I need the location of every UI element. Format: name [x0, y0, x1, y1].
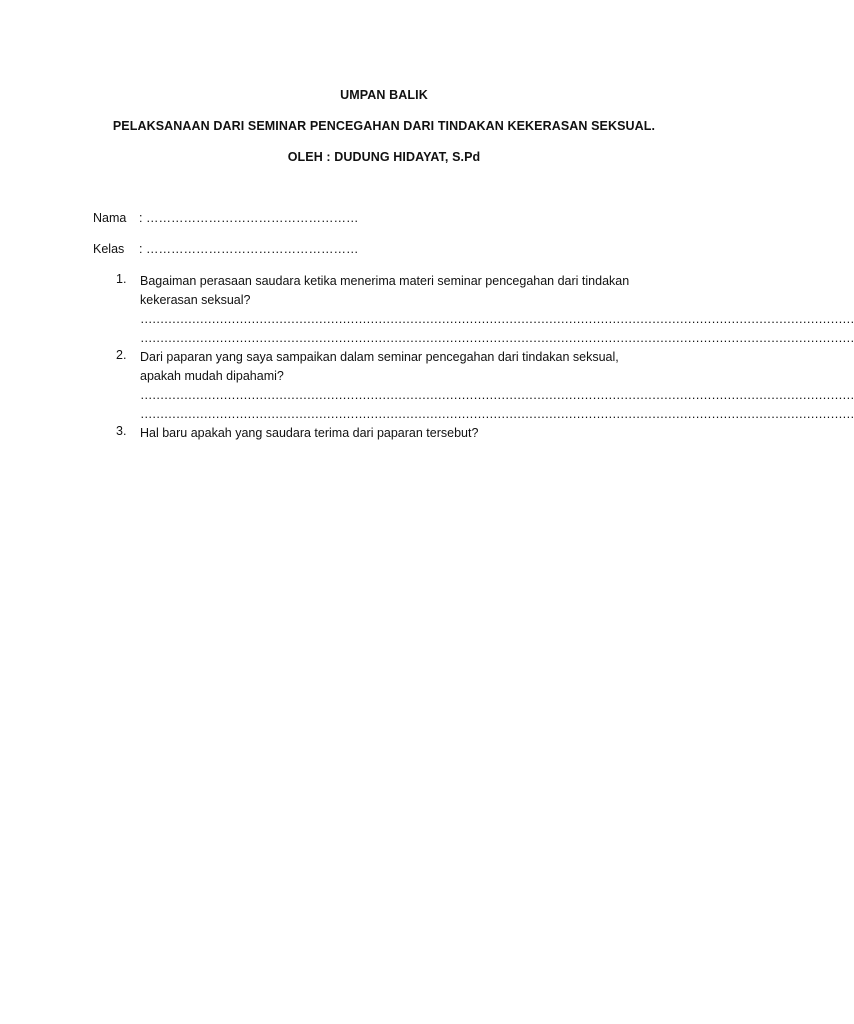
field-kelas-blank[interactable]: : ……………………………………………: [139, 242, 359, 256]
field-kelas: [93, 242, 358, 256]
document-title: UMPAN BALIK: [340, 88, 428, 102]
question-text-line: kekerasan seksual?: [140, 293, 251, 307]
answer-line[interactable]: ………………………………………………………………………………………………………………………………………………………………: [140, 388, 854, 402]
document-author: OLEH : DUDUNG HIDAYAT, S.Pd: [287, 150, 481, 164]
field-nama-label: Nama: [93, 211, 127, 225]
question-number: 1.: [116, 272, 127, 286]
question-text-line: Bagaiman perasaan saudara ketika menerima materi seminar pencegahan dari tindakan: [140, 274, 630, 288]
field-nama: [93, 211, 358, 225]
question-body: [140, 272, 854, 348]
answer-line[interactable]: ………………………………………………………………………………………………………………………………………………………………: [140, 312, 854, 326]
document-subtitle: PELAKSANAAN DARI SEMINAR PENCEGAHAN DARI TINDAKAN KEKERASAN SEKSUAL.: [112, 119, 656, 133]
field-kelas-label: Kelas: [93, 242, 125, 256]
question-body: [140, 348, 854, 424]
question-text-line: Hal baru apakah yang saudara terima dari paparan tersebut?: [140, 426, 479, 440]
question-number: 3.: [116, 424, 127, 438]
question-text-line: Dari paparan yang saya sampaikan dalam seminar pencegahan dari tindakan seksual,: [140, 350, 619, 364]
question-body: [140, 424, 652, 443]
answer-line[interactable]: ………………………………………………………………………………………………………………………………………………………………: [140, 331, 854, 345]
question-number: 2.: [116, 348, 127, 362]
answer-line[interactable]: ………………………………………………………………………………………………………………………………………………………………: [140, 407, 854, 421]
question-text-line: apakah mudah dipahami?: [140, 369, 284, 383]
field-nama-blank[interactable]: : ……………………………………………: [139, 211, 359, 225]
